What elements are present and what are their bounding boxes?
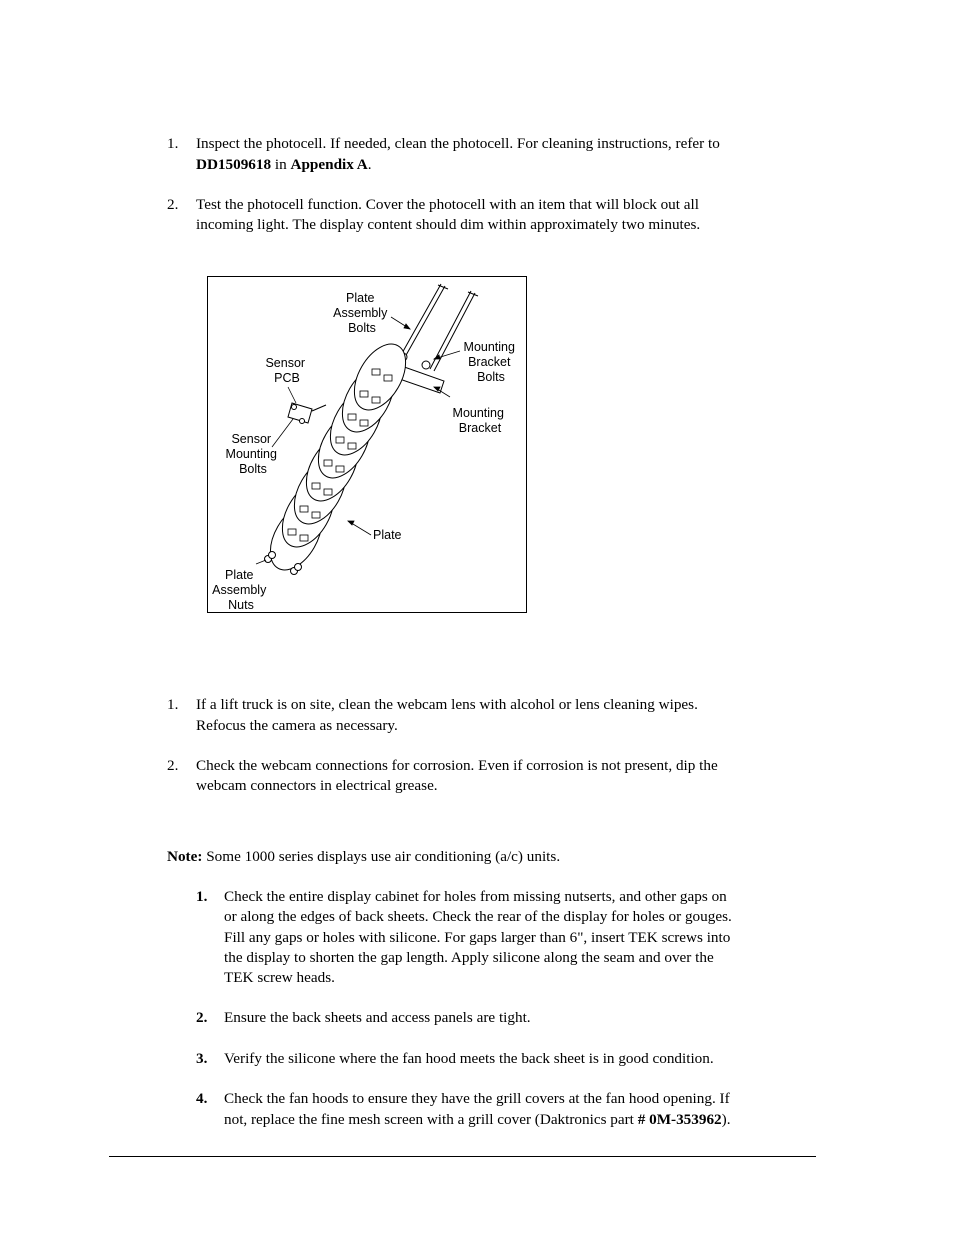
step-text-line: Check the entire display cabinet for holes from missing nutserts, and other gaps on (224, 888, 727, 905)
label-plate-assembly-nuts: Plate Assembly Nuts (212, 568, 267, 612)
step-number: 1. (167, 135, 179, 152)
line-end: ). (721, 1111, 731, 1128)
step-text-line: incoming light. The display content should dim within approximately two minutes. (196, 216, 701, 233)
label-plate: Plate (373, 528, 402, 542)
connector-text: in (271, 156, 291, 173)
label-sensor-pcb: Sensor PCB (265, 356, 306, 385)
note-label: Note: (167, 848, 203, 865)
label-mounting-bracket-bolts: Mounting Bracket Bolts (463, 340, 515, 384)
footer-rule (109, 1156, 816, 1157)
step-text-line: the display to shorten the gap length. Apply silicone along the seam and over the (224, 949, 714, 966)
step-text-line (196, 155, 372, 176)
step-number: 3. (196, 1050, 208, 1067)
step-number: 1. (196, 888, 208, 905)
step-number: 2. (196, 1009, 208, 1026)
step-number: 1. (167, 696, 179, 713)
step-text-line: Fill any gaps or holes with silicone. For gaps larger than 6", insert TEK screws into (224, 929, 731, 946)
step-text-line: Inspect the photocell. If needed, clean the photocell. For cleaning instructions, refer to (196, 135, 720, 152)
part-number: # 0M-353962 (637, 1111, 722, 1128)
step-text-line: If a lift truck is on site, clean the webcam lens with alcohol or lens cleaning wipes. (196, 696, 698, 713)
step-number: 4. (196, 1090, 208, 1107)
document-reference: DD1509618 (196, 156, 272, 173)
sensor-pcb-drawing (288, 403, 326, 424)
step-text-line: Check the fan hoods to ensure they have the grill covers at the fan hood opening. If (224, 1090, 730, 1107)
assembly-diagram (208, 277, 528, 614)
label-sensor-mounting-bolts: Sensor Mounting Bolts (225, 432, 277, 476)
photocell-assembly-figure (207, 276, 527, 613)
period: . (367, 156, 372, 173)
step-text-line: or along the edges of back sheets. Check the rear of the display for holes or gouges. (224, 908, 732, 925)
step-text-line: Verify the silicone where the fan hood meets the back sheet is in good condition. (224, 1050, 714, 1067)
note (167, 847, 560, 868)
step-number: 2. (167, 196, 179, 213)
note-text: Some 1000 series displays use air conditioning (a/c) units. (202, 848, 561, 865)
step-text-line: Check the webcam connections for corrosion. Even if corrosion is not present, dip the (196, 757, 718, 774)
line-text: not, replace the fine mesh screen with a grill cover (Daktronics part (224, 1111, 638, 1128)
step-text-line: Ensure the back sheets and access panels are tight. (224, 1009, 531, 1026)
step-number: 2. (167, 757, 179, 774)
step-text-line: Refocus the camera as necessary. (196, 717, 398, 734)
step-text-line: TEK screw heads. (224, 969, 335, 986)
step-text-line (224, 1110, 731, 1131)
step-text-line: webcam connectors in electrical grease. (196, 777, 438, 794)
appendix-reference: Appendix A (290, 156, 368, 173)
label-mounting-bracket: Mounting Bracket (452, 406, 504, 435)
step-text-line: Test the photocell function. Cover the photocell with an item that will block out all (196, 196, 699, 213)
label-plate-assembly-bolts: Plate Assembly Bolts (333, 291, 388, 335)
